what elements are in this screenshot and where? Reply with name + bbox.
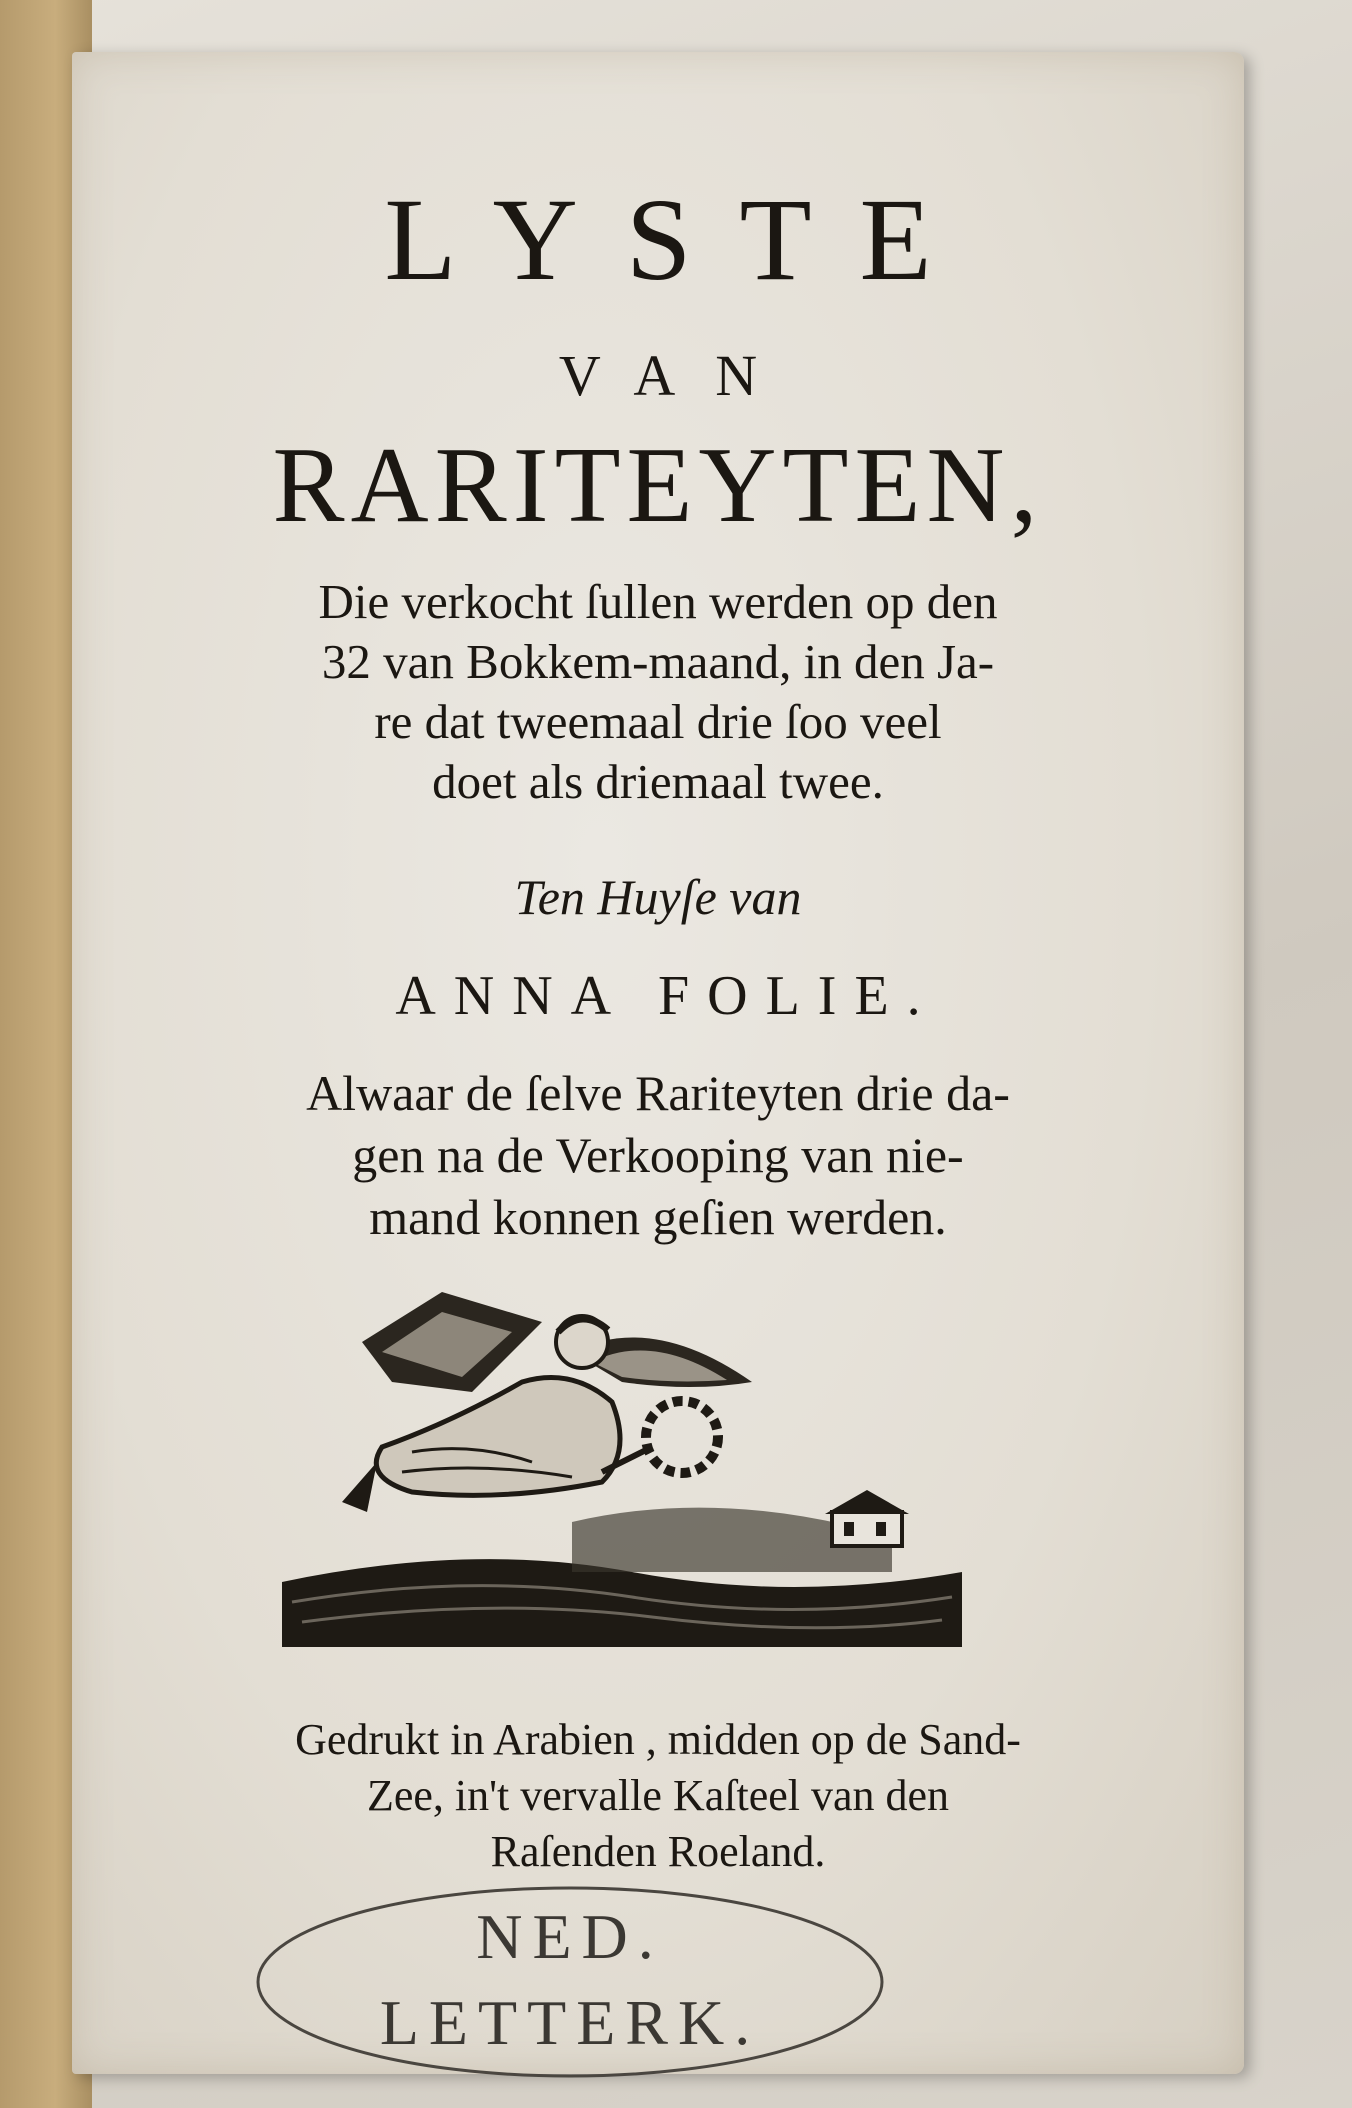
imprint-line: Gedrukt in Arabien , midden op de Sand- bbox=[295, 1715, 1021, 1764]
house-name: ANNA FOLIE. bbox=[395, 965, 939, 1027]
imprint-line: Raſenden Roeland. bbox=[490, 1827, 826, 1876]
house-label: Ten Huyſe van bbox=[514, 869, 802, 925]
title-rariteyten: RARITEYTEN, bbox=[272, 426, 1044, 545]
stamp-line: NED. bbox=[476, 1901, 664, 1972]
title-lyste: LYSTE bbox=[384, 174, 980, 305]
angel-woodcut-illustration bbox=[272, 1272, 972, 1672]
library-stamp bbox=[250, 1882, 890, 2082]
stamp-line: LETTERK. bbox=[379, 1987, 761, 2058]
subtitle-line: 32 van Bokkem-maand, in den Ja- bbox=[321, 634, 995, 689]
angel-figure bbox=[342, 1292, 752, 1512]
note-line: mand konnen geſien werden. bbox=[369, 1189, 947, 1245]
subtitle-line: re dat tweemaal drie ſoo veel bbox=[374, 694, 942, 749]
note-line: Alwaar de ſelve Rariteyten drie da- bbox=[306, 1065, 1010, 1121]
note-line: gen na de Verkooping van nie- bbox=[352, 1127, 964, 1183]
note-block bbox=[72, 1062, 1244, 1248]
imprint-block bbox=[72, 1712, 1244, 1880]
subtitle-line: doet als driemaal twee. bbox=[432, 754, 884, 809]
title-page bbox=[72, 52, 1244, 2074]
imprint-line: Zee, in't vervalle Kaſteel van den bbox=[366, 1771, 950, 1820]
title-van: VAN bbox=[558, 343, 798, 408]
house-icon bbox=[825, 1490, 909, 1546]
subtitle-line: Die verkocht ſullen werden op den bbox=[318, 574, 998, 629]
subtitle-block bbox=[72, 572, 1244, 812]
